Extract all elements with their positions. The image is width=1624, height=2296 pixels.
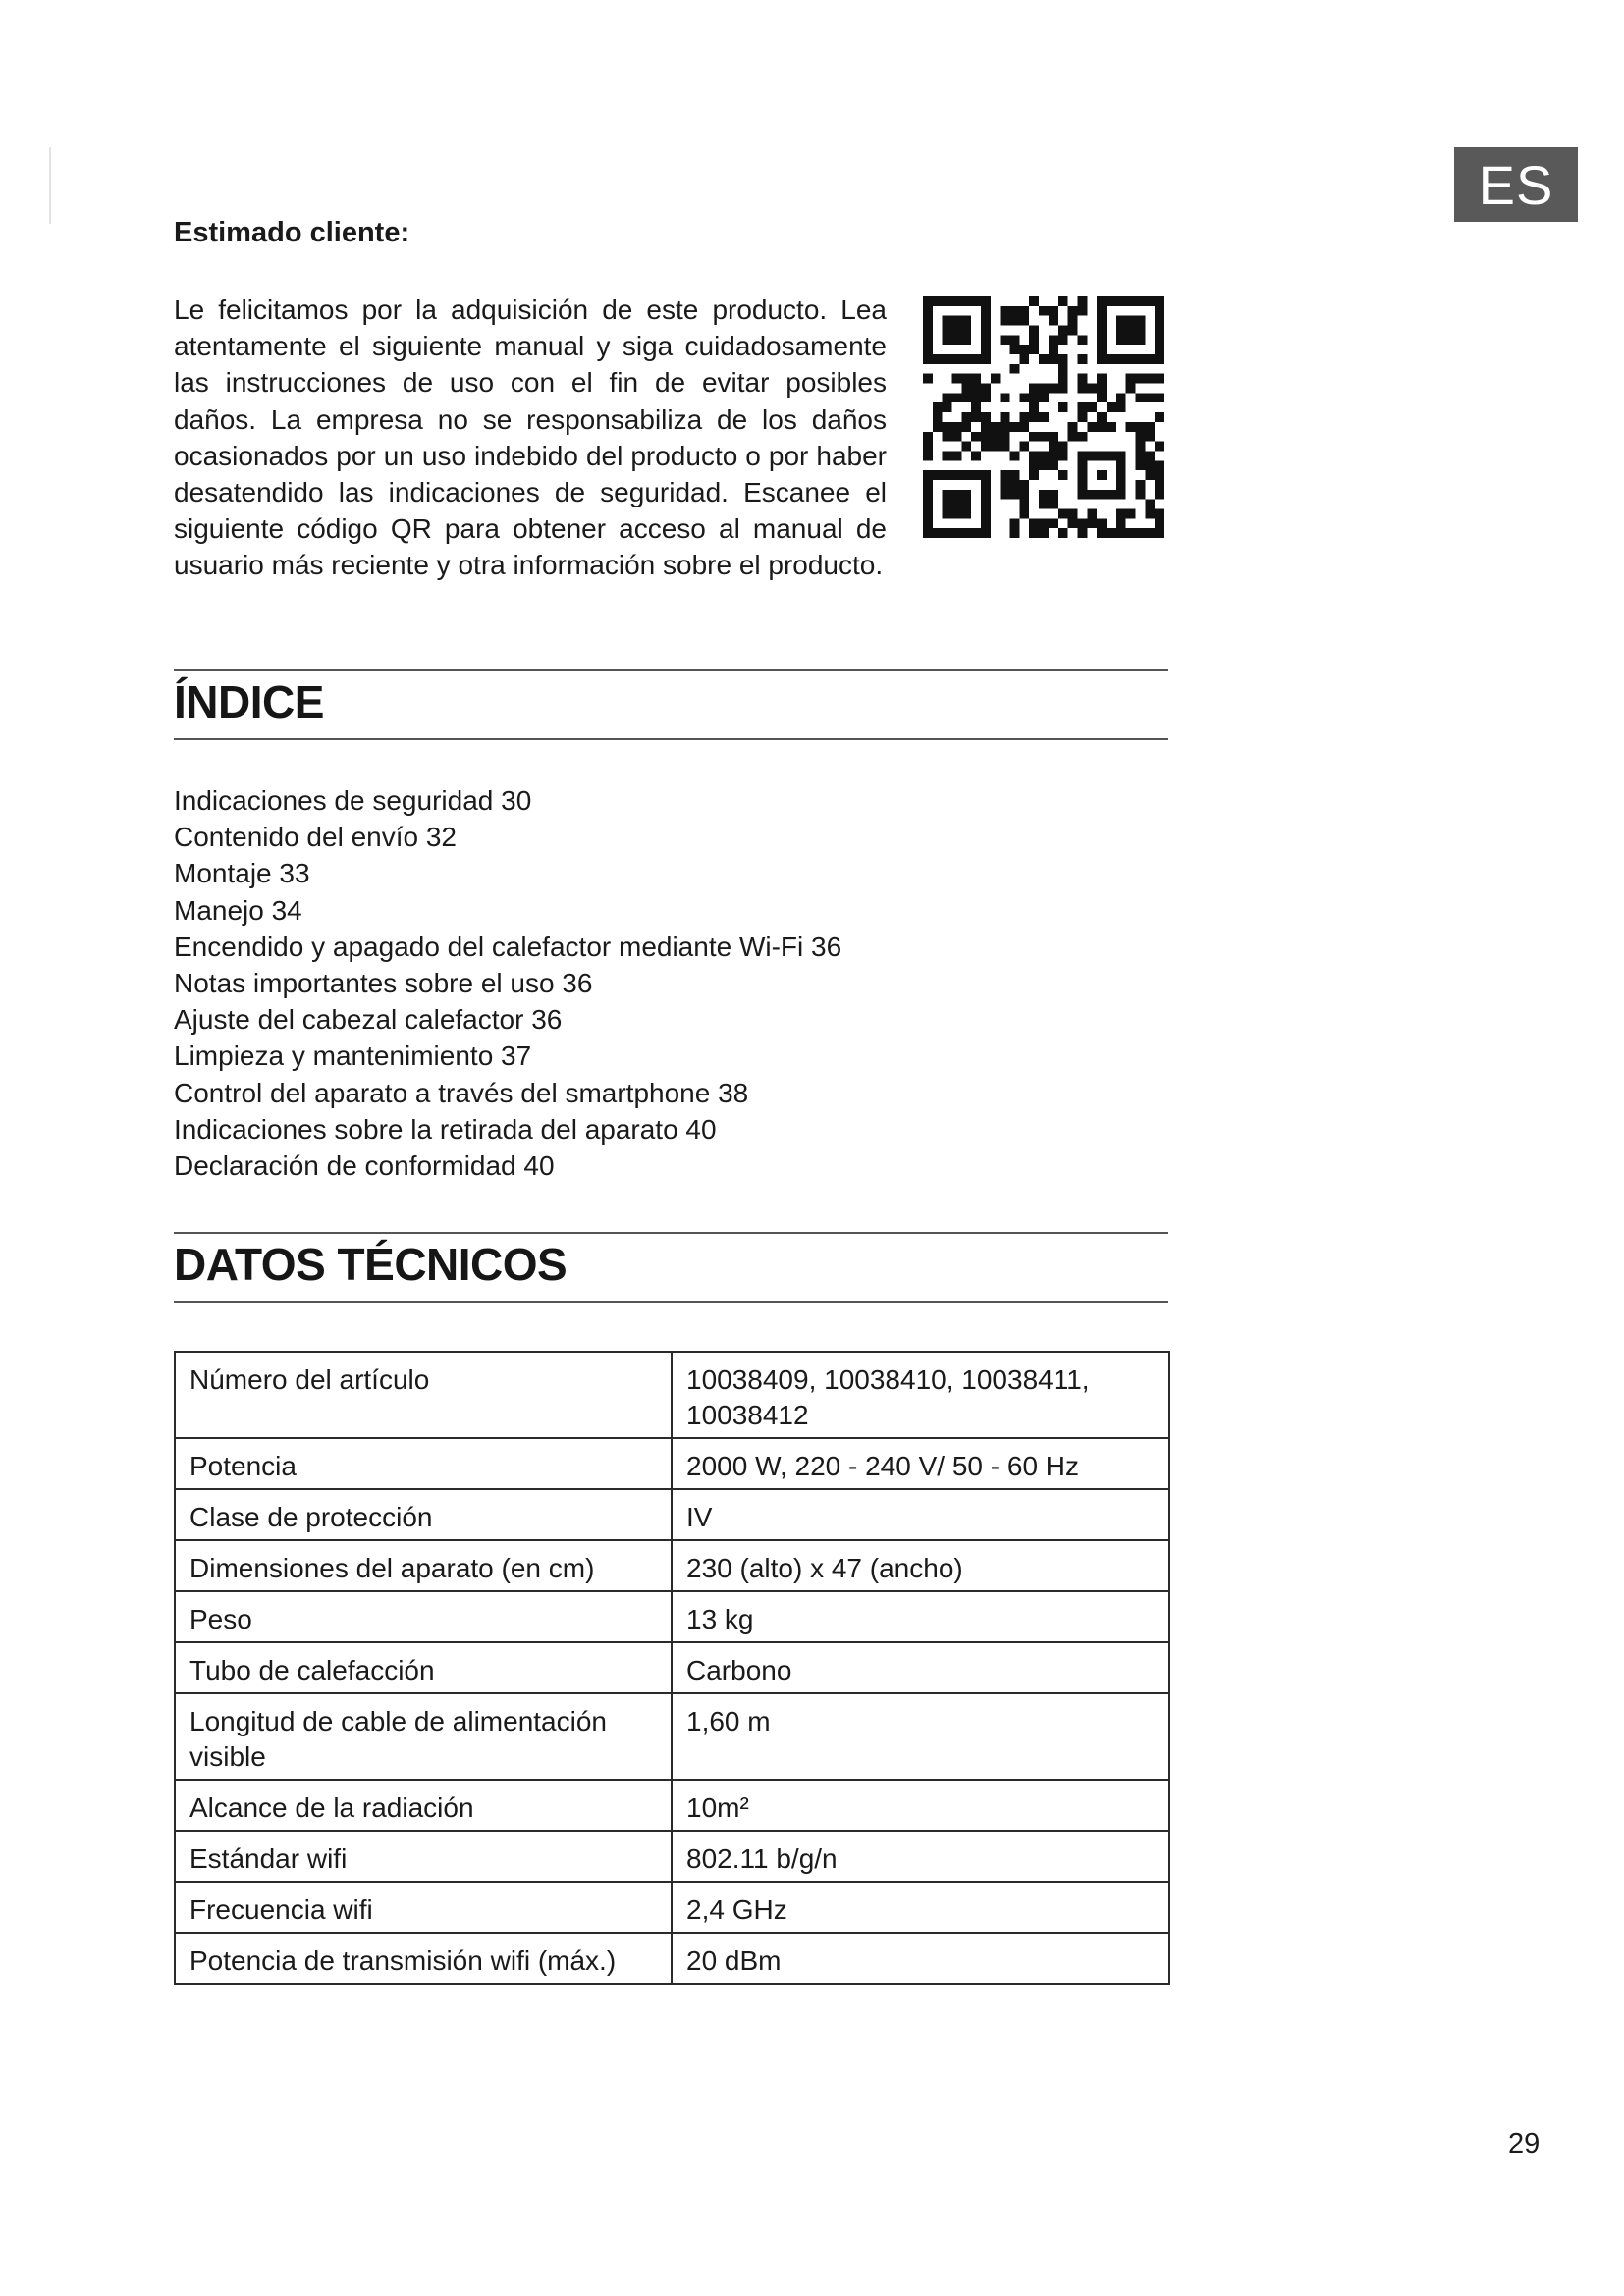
spec-label: Potencia: [175, 1438, 672, 1489]
spec-value: IV: [672, 1489, 1169, 1540]
spec-label: Alcance de la radiación: [175, 1780, 672, 1831]
index-item: Encendido y apagado del calefactor mediante Wi-Fi 36: [174, 931, 842, 962]
greeting-heading: Estimado cliente:: [174, 217, 410, 248]
spec-row: [175, 1831, 1169, 1882]
index-top-rule: [174, 669, 1168, 671]
index-item: Contenido del envío 32: [174, 822, 457, 853]
spec-value: 802.11 b/g/n: [672, 1831, 1169, 1882]
margin-mark: [49, 147, 51, 224]
spec-label: Dimensiones del aparato (en cm): [175, 1540, 672, 1591]
index-item: Limpieza y mantenimiento 37: [174, 1041, 532, 1072]
specs-title: DATOS TÉCNICOS: [174, 1239, 568, 1290]
spec-value: 13 kg: [672, 1591, 1169, 1642]
spec-label: Clase de protección: [175, 1489, 672, 1540]
specs-table: [174, 1351, 1170, 1985]
spec-label: Frecuencia wifi: [175, 1882, 672, 1933]
spec-row: [175, 1438, 1169, 1489]
spec-row: [175, 1642, 1169, 1693]
spec-row: [175, 1933, 1169, 1984]
index-item: Montaje 33: [174, 858, 310, 889]
spec-label: Longitud de cable de alimentación visible: [175, 1693, 672, 1780]
index-item: Declaración de conformidad 40: [174, 1150, 555, 1182]
spec-label: Estándar wifi: [175, 1831, 672, 1882]
spec-row: [175, 1780, 1169, 1831]
intro-paragraph: Le felicitamos por la adquisición de este producto. Lea atentamente el siguiente manual y siga cuidadosamente las instrucciones de uso con el fin de evitar posibles daños. La empresa no se responsabiliza de los daños ocasionados por un uso indebido del producto o por haber desatendido las indicaciones de seguridad. Escanee el siguiente código QR para obtener acceso al manual de usuario más reciente y otra información sobre el producto.: [174, 294, 887, 581]
specs-bottom-rule: [174, 1301, 1168, 1303]
spec-label: Potencia de transmisión wifi (máx.): [175, 1933, 672, 1984]
spec-row: [175, 1693, 1169, 1780]
spec-row: [175, 1591, 1169, 1642]
index-list: [174, 782, 841, 1184]
spec-value: Carbono: [672, 1642, 1169, 1693]
spec-label: Tubo de calefacción: [175, 1642, 672, 1693]
qr-code-icon: [923, 296, 1164, 538]
spec-value: 10038409, 10038410, 10038411, 10038412: [672, 1352, 1169, 1438]
spec-row: [175, 1882, 1169, 1933]
index-item: Manejo 34: [174, 894, 302, 926]
index-title: ÍNDICE: [174, 676, 324, 727]
page-number: 29: [1508, 2128, 1541, 2160]
index-item: Ajuste del cabezal calefactor 36: [174, 1004, 563, 1036]
spec-row: [175, 1540, 1169, 1591]
spec-label: Peso: [175, 1591, 672, 1642]
spec-value: 2,4 GHz: [672, 1882, 1169, 1933]
spec-row: [175, 1489, 1169, 1540]
index-item: Indicaciones sobre la retirada del aparato 40: [174, 1113, 717, 1145]
spec-label: Número del artículo: [175, 1352, 672, 1438]
index-bottom-rule: [174, 738, 1168, 740]
spec-value: 1,60 m: [672, 1693, 1169, 1780]
spec-value: 20 dBm: [672, 1933, 1169, 1984]
index-item: Control del aparato a través del smartphone 38: [174, 1077, 749, 1108]
specs-top-rule: [174, 1232, 1168, 1234]
spec-value: 230 (alto) x 47 (ancho): [672, 1540, 1169, 1591]
language-tab: ES: [1454, 147, 1578, 222]
index-item: Indicaciones de seguridad 30: [174, 785, 532, 816]
spec-row: [175, 1352, 1169, 1438]
index-item: Notas importantes sobre el uso 36: [174, 968, 593, 999]
qr-modules: [923, 296, 1164, 538]
spec-value: 10m²: [672, 1780, 1169, 1831]
spec-value: 2000 W, 220 - 240 V/ 50 - 60 Hz: [672, 1438, 1169, 1489]
